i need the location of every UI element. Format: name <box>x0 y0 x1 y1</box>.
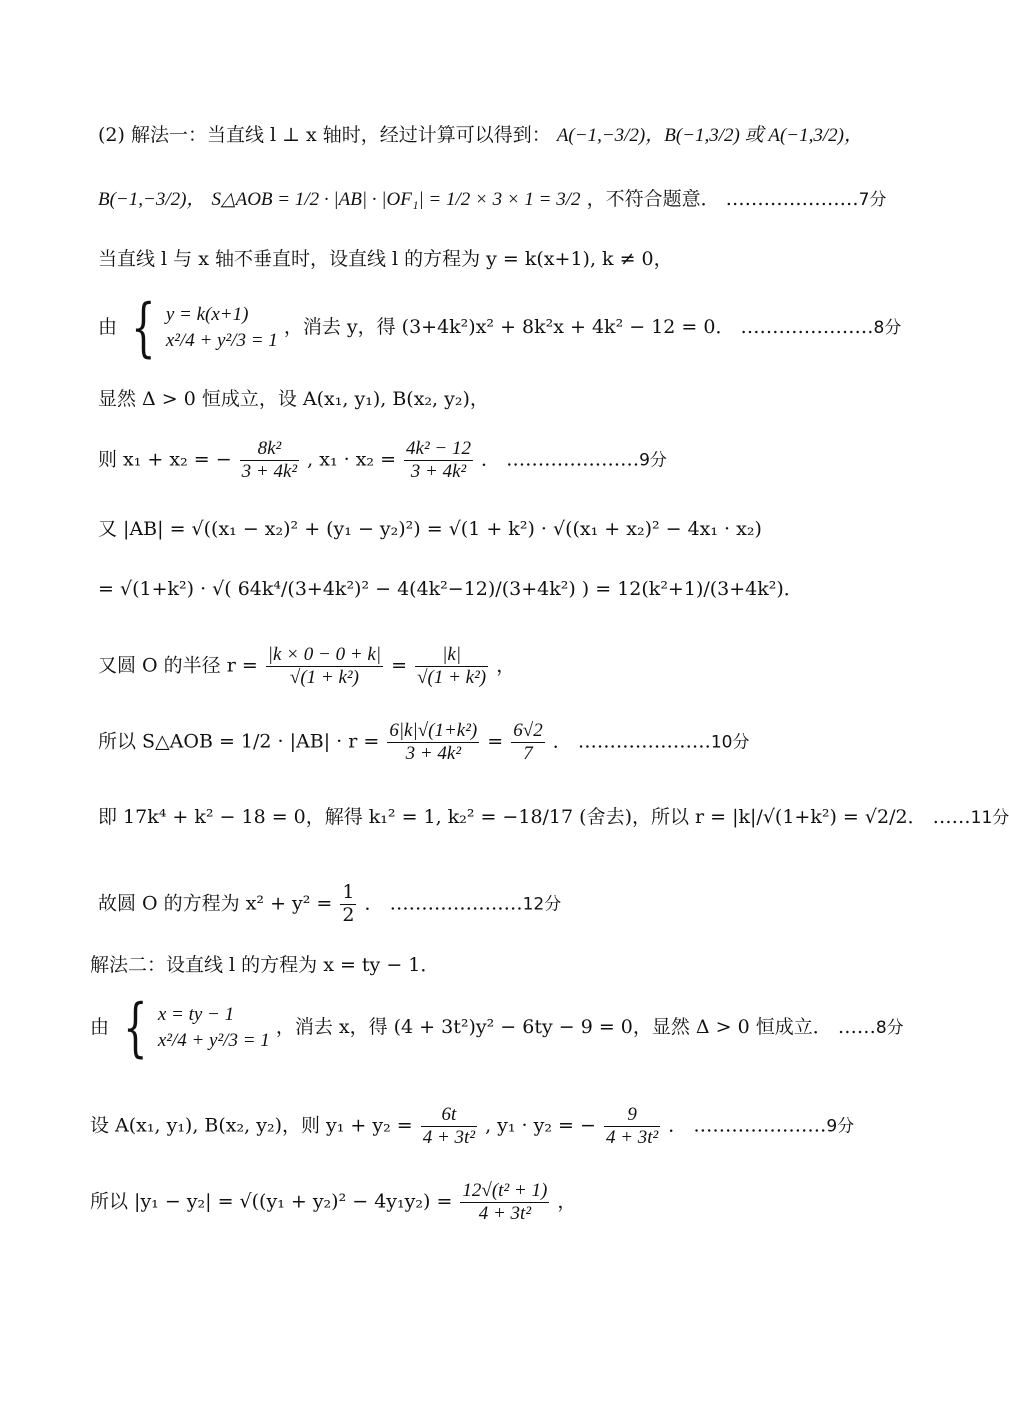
vieta-product-numerator: 9 <box>604 1104 660 1127</box>
line10: 所以 S△AOB = 1/2 · |AB| · r = $\frac{\text{6|k|√(1+k²)}}{\text{3 + 4k²}}$ = $\frac{6√2}{7}$ ． …………………10分 <box>98 720 750 764</box>
line4-result: ，消去 y，得 (3+4k²)x² + 8k²x + 4k² − 12 = 0． <box>283 316 735 338</box>
line2 <box>98 190 886 209</box>
area-denominator-2: 7 <box>523 742 533 764</box>
radius-denominator-1: √(1 + k²) <box>289 666 359 688</box>
product-fraction <box>404 438 473 483</box>
line5-text: 显然 Δ > 0 恒成立，设 A(x₁, y₁), B(x₂, y₂)， <box>98 388 489 410</box>
score-9: 9分 <box>639 450 667 471</box>
circle-equation-prefix: 故圆 O 的方程为 x² + y² = <box>98 892 333 915</box>
dots-leader: …… <box>837 1016 876 1038</box>
score-7: 7分 <box>858 190 887 210</box>
brace-icon: { <box>131 291 156 365</box>
line15: 设 A(x₁, y₁), B(x₂, y₂)，则 y₁ + y₂ = $\frac{6t}{\text{4 + 3t²}}$ , y₁ · y₂ = − $\frac{9}{\text{4 + 3t²}}$ ． …………………9分 <box>90 1104 855 1148</box>
radius-denominator-2: √(1 + k²) <box>417 666 487 688</box>
line16: 所以 |y₁ − y₂| = √((y₁ + y₂)² − 4y₁y₂) = $\frac{\text{12√(t² + 1)}}{\text{4 + 3t²}}$ ， <box>90 1180 577 1224</box>
line14-prefix: 由 <box>90 1016 110 1038</box>
line6-mid: , x₁ · x₂ = <box>307 448 396 471</box>
area-numerator-2: 6√2 <box>513 720 543 741</box>
line9: 又圆 O 的半径 r = $\frac{|k \times 0 - 0 + k|}{\text{√(1 + k²)}}$ = $\frac{|k|}{\text{√(1 + k²)}}$ ， <box>98 644 516 688</box>
area-fraction-1 <box>387 720 479 765</box>
line6-prefix: 则 x₁ + x₂ = − <box>98 448 232 471</box>
system-line-1: y = k(x+1) <box>165 304 249 326</box>
product-denominator: 3 + 4k² <box>410 460 467 482</box>
solve-k-text: 即 17k⁴ + k² − 18 = 0，解得 k₁² = 1, k₂² = −18/17 (舍去)，所以 r = |k|/√(1+k²) = √2/2． <box>98 806 927 828</box>
sum-denominator: 3 + 4k² <box>241 460 298 482</box>
dots-leader: ………………… <box>506 448 640 471</box>
dots-leader: …… <box>932 806 971 828</box>
score-10: 10分 <box>710 732 750 753</box>
line8 <box>98 580 803 599</box>
area-denominator-1: 3 + 4k² <box>405 742 462 764</box>
brace-icon: { <box>123 991 148 1065</box>
solution2-text: 解法二：设直线 l 的方程为 x = ty − 1． <box>90 954 440 976</box>
sum-fraction <box>240 438 299 483</box>
equation-system-2 <box>158 1002 270 1053</box>
system-line-2: x²/4 + y²/3 = 1 <box>165 330 278 351</box>
line3-text: 当直线 l 与 x 轴不垂直时，设直线 l 的方程为 y = k(x+1), k ≠ 0， <box>98 248 673 270</box>
area-prefix: 所以 S△AOB = 1/2 · |AB| · r = <box>98 730 380 753</box>
score-8b: 8分 <box>875 1018 904 1038</box>
dots-leader: ………………… <box>577 730 711 753</box>
vieta-prefix: 设 A(x₁, y₁), B(x₂, y₂)，则 y₁ + y₂ = <box>90 1114 413 1137</box>
area-numerator-1: 6|k|√(1+k²) <box>389 720 478 741</box>
chord-length-result: = √(1+k²) · √( 64k⁴/(3+4k²)² − 4(4k²−12)/(3+4k²) ) = 12(k²+1)/(3+4k²)． <box>98 578 803 600</box>
dots-leader: ………………… <box>693 1114 827 1137</box>
radius-fraction-2 <box>415 644 488 689</box>
product-numerator: 4k² − 12 <box>406 438 471 459</box>
radius-numerator-2: |k| <box>415 644 488 667</box>
area-formula: S△AOB = 1/2 · |AB| · |OF₁| = 1/2 × 3 × 1 = 3/2 <box>211 189 581 210</box>
radius-prefix: 又圆 O 的半径 r = <box>98 654 258 677</box>
vieta-sum-denominator: 4 + 3t² <box>422 1126 476 1148</box>
line2-point: B(−1,−3/2)， <box>98 189 206 210</box>
score-9b: 9分 <box>826 1116 855 1137</box>
dots-leader: ………………… <box>725 188 859 210</box>
dots-leader: ………………… <box>389 892 523 915</box>
line12: 故圆 O 的方程为 x² + y² = $\frac{1}{2}$ ． …………………12分 <box>98 881 562 926</box>
difference-denominator: 4 + 3t² <box>478 1202 532 1224</box>
line1-text: (2) 解法一：当直线 l ⊥ x 轴时，经过计算可以得到： <box>98 124 551 146</box>
line14-result: ，消去 x，得 (4 + 3t²)y² − 6ty − 9 = 0，显然 Δ > 0 恒成立． <box>275 1016 832 1038</box>
equation-system <box>166 302 278 353</box>
solution2-heading <box>90 956 439 975</box>
system2-line-2: x²/4 + y²/3 = 1 <box>157 1030 270 1051</box>
difference-fraction <box>460 1180 549 1225</box>
circle-rhs-numerator: 1 <box>342 881 355 903</box>
score-8: 8分 <box>873 318 902 338</box>
vieta-sum-numerator: 6t <box>421 1104 477 1127</box>
difference-prefix: 所以 |y₁ − y₂| = √((y₁ + y₂)² − 4y₁y₂) = <box>90 1190 453 1213</box>
line7 <box>98 520 762 539</box>
radius-numerator-1: |k × 0 − 0 + k| <box>267 644 382 665</box>
dots-leader: ………………… <box>740 316 874 338</box>
line3 <box>98 250 673 269</box>
solution1-heading <box>98 126 863 145</box>
line11 <box>98 808 1009 827</box>
radius-fraction-1 <box>266 644 383 689</box>
line6: 则 x₁ + x₂ = − $\frac{\text{8k²}}{\text{3 + 4k²}}$ , x₁ · x₂ = $\frac{\text{4k² − 12}}{\text{3 + 4k²}}$ ． …………………9分 <box>98 438 667 482</box>
difference-numerator: 12√(t² + 1) <box>462 1180 548 1201</box>
line4-prefix: 由 <box>98 316 118 338</box>
area-fraction-2 <box>511 720 544 765</box>
line14 <box>90 991 904 1065</box>
line4 <box>98 291 902 365</box>
line1-points: A(−1,−3/2)，B(−1,3/2) 或 A(−1,3/2)， <box>556 125 863 146</box>
system2-line-1: x = ty − 1 <box>157 1004 235 1026</box>
vieta-mid: , y₁ · y₂ = − <box>485 1114 596 1137</box>
chord-length-formula: 又 |AB| = √((x₁ − x₂)² + (y₁ − y₂)²) = √(1 + k²) · √((x₁ + x₂)² − 4x₁ · x₂) <box>98 518 762 540</box>
vieta-product-denominator: 4 + 3t² <box>605 1126 659 1148</box>
vieta-sum-fraction <box>421 1104 477 1149</box>
score-11: 11分 <box>970 808 1009 828</box>
line5 <box>98 390 489 409</box>
circle-rhs-fraction <box>340 882 356 927</box>
sum-numerator: 8k² <box>240 438 299 461</box>
score-12: 12分 <box>522 894 562 915</box>
vieta-product-fraction <box>604 1104 660 1149</box>
line2-conclusion: ，不符合题意． <box>586 188 720 210</box>
circle-rhs-denominator: 2 <box>342 903 355 926</box>
